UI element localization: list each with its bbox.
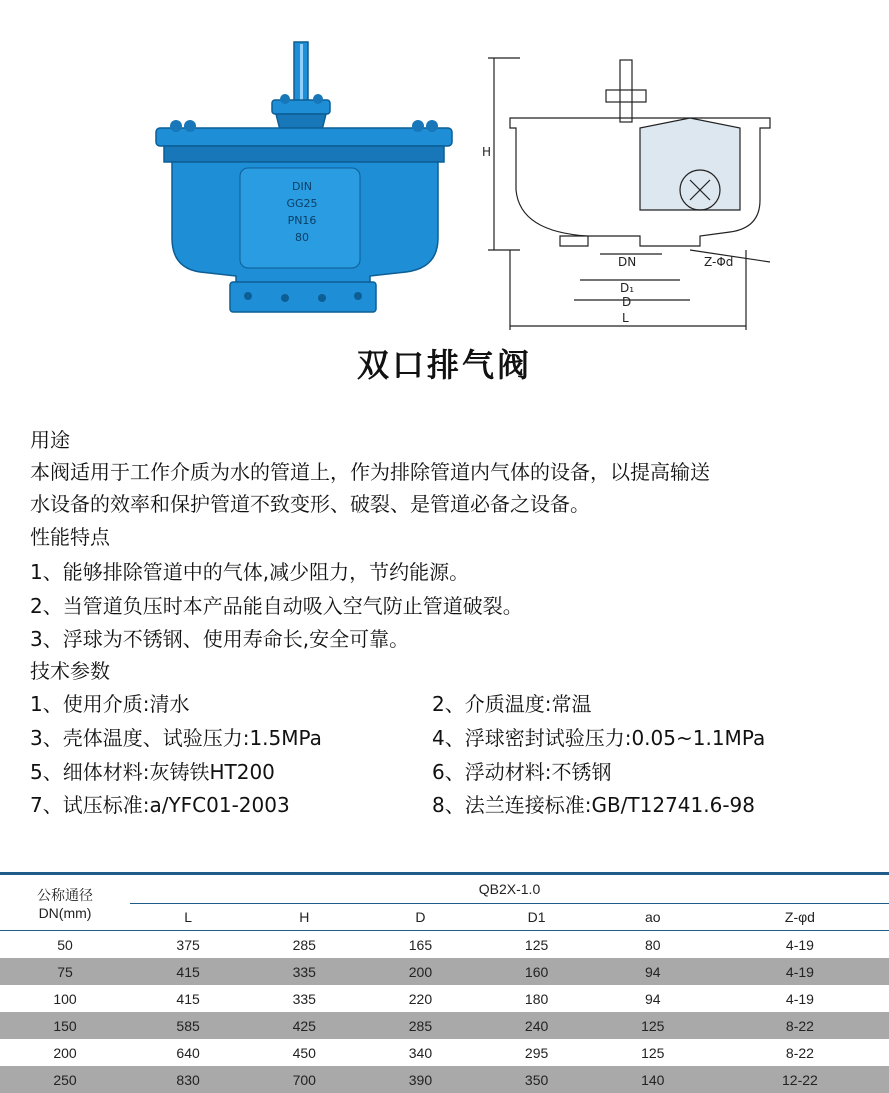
table-cell: 425 — [246, 1012, 362, 1039]
dn-header — [0, 874, 130, 931]
tech-item: 3、壳体温度、试验压力:1.5MPa — [30, 726, 322, 750]
feature-item: 3、浮球为不锈钢、使用寿命长,安全可靠。 — [30, 627, 410, 651]
column-header: D1 — [479, 904, 595, 931]
dim-label-l: L — [622, 311, 629, 325]
model-header: QB2X-1.0 — [130, 874, 889, 904]
table-cell: 220 — [408, 990, 433, 1007]
usage-heading: 用途 — [30, 428, 70, 452]
column-header: Z-φd — [711, 904, 889, 931]
table-cell: 8-22 — [711, 1012, 889, 1039]
table-cell: 94 — [644, 990, 661, 1007]
table-cell: 94 — [595, 958, 711, 985]
usage-text-line-2: 水设备的效率和保护管道不致变形、破裂、是管道必备之设备。 — [30, 492, 590, 516]
tech-item: 1、使用介质:清水 — [30, 692, 190, 716]
table-cell: 285 — [292, 936, 316, 953]
table-cell: 50 — [57, 936, 73, 953]
table-row — [0, 1066, 889, 1093]
table-cell: 125 — [641, 1044, 665, 1061]
tech-item: 8、法兰连接标准:GB/T12741.6-98 — [432, 793, 756, 817]
tech-heading: 技术参数 — [30, 659, 110, 683]
table-cell: 180 — [524, 990, 549, 1007]
dim-label-d: D — [622, 295, 632, 309]
table-cell: 140 — [595, 1066, 711, 1093]
valve-illustration — [0, 0, 889, 340]
table-cell: 375 — [176, 936, 200, 953]
table-cell: 12-22 — [711, 1066, 889, 1093]
features-heading: 性能特点 — [30, 525, 110, 549]
valve-marking-din: DIN — [292, 180, 312, 193]
table-cell: 165 — [408, 936, 433, 953]
table-cell: 200 — [362, 958, 478, 985]
page-title: 双口排气阀 — [356, 346, 532, 384]
table-row — [0, 985, 889, 1012]
table-cell: 335 — [246, 958, 362, 985]
valve-marking-pressure: PN16 — [287, 214, 317, 227]
table-cell: 700 — [246, 1066, 362, 1093]
table-cell: 390 — [362, 1066, 478, 1093]
table-cell: 335 — [292, 990, 316, 1007]
table-cell: 340 — [408, 1044, 433, 1061]
dn-header-line-2: DN(mm) — [38, 904, 92, 921]
feature-item: 1、能够排除管道中的气体,减少阻力，节约能源。 — [30, 560, 470, 584]
table-cell: 160 — [479, 958, 595, 985]
table-cell: 585 — [130, 1012, 246, 1039]
table-cell: 75 — [0, 958, 130, 985]
table-row — [0, 1012, 889, 1039]
table-header-row — [0, 904, 889, 931]
table-cell: 350 — [479, 1066, 595, 1093]
usage-text-line-1: 本阀适用于工作介质为水的管道上，作为排除管道内气体的设备，以提高输送 — [30, 460, 710, 484]
table-cell: 150 — [0, 1012, 130, 1039]
dn-header-line-1: 公称通径 — [37, 886, 93, 903]
table-cell: 415 — [176, 990, 200, 1007]
spec-table — [0, 872, 889, 1093]
table-row — [0, 1039, 889, 1066]
table-cell: 250 — [0, 1066, 130, 1093]
table-cell: 80 — [644, 936, 661, 953]
table-cell: 240 — [479, 1012, 595, 1039]
tech-item: 6、浮动材料:不锈钢 — [432, 760, 612, 784]
column-header: ao — [595, 904, 711, 931]
table-cell: 4-19 — [785, 936, 814, 953]
column-header: H — [246, 904, 362, 931]
tech-item: 7、试压标准:a/YFC01-2003 — [30, 793, 290, 817]
table-cell: 640 — [176, 1044, 200, 1061]
table-cell: 285 — [362, 1012, 478, 1039]
tech-item: 5、细体材料:灰铸铁HT200 — [30, 760, 275, 784]
table-cell: 450 — [292, 1044, 316, 1061]
table-cell: 125 — [524, 936, 549, 953]
column-header: L — [130, 904, 246, 931]
dim-label-h: H — [482, 145, 492, 159]
valve-marking-size: 80 — [295, 231, 309, 244]
table-cell: 100 — [53, 990, 77, 1007]
column-header: D — [362, 904, 478, 931]
dim-label-z-phi-d: Z-Φd — [704, 255, 734, 269]
table-row — [0, 931, 889, 959]
table-cell: 8-22 — [785, 1044, 814, 1061]
dim-label-dn: DN — [618, 255, 637, 269]
table-row — [0, 958, 889, 985]
tech-item: 4、浮球密封试验压力:0.05~1.1MPa — [432, 726, 766, 750]
table-cell: 125 — [595, 1012, 711, 1039]
valve-marking-material: GG25 — [286, 197, 318, 210]
feature-item: 2、当管道负压时本产品能自动吸入空气防止管道破裂。 — [30, 594, 523, 618]
table-cell: 295 — [524, 1044, 549, 1061]
table-header-row — [0, 874, 889, 904]
table-cell: 4-19 — [711, 958, 889, 985]
tech-item: 2、介质温度:常温 — [432, 692, 592, 716]
dim-label-d1: D₁ — [620, 281, 635, 295]
table-cell: 830 — [130, 1066, 246, 1093]
table-cell: 200 — [53, 1044, 77, 1061]
table-cell: 415 — [130, 958, 246, 985]
table-cell: 4-19 — [785, 990, 814, 1007]
product-figure — [0, 0, 889, 340]
